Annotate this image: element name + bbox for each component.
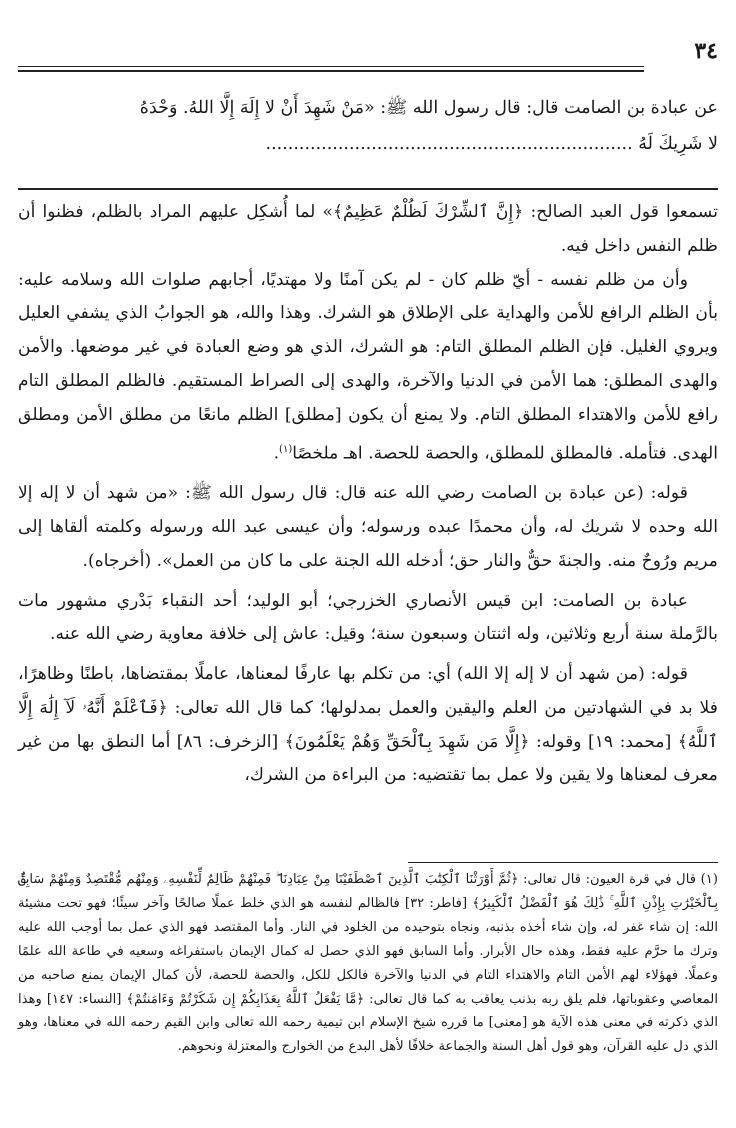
paragraph-4: عبادة بن الصامت: ابن قيس الأنصاري الخزرجي؛ أبو الوليد؛ أحد النقباء بَدْري مشهور مات بالرَّملة سنة أربع وثلاثين، وله اثنتان وسبعون سنة؛ وقيل: عاش إلى خلافة معاوية رضي الله عنه. (18, 590, 718, 645)
commentary-body (18, 196, 718, 793)
paragraph-2-text: وأن من ظلم نفسه - أيّ ظلم كان - لم يكن آمنًا ولا مهتديًا، أجابهم صلوات الله وسلامه عليه: بأن الظلم الرافع للأمن والهداية على الإطلاق هو الشرك. وهذا والله، هو الجوابُ الذي يشفي العليل ويروي الغليل. فإن الظلم المطلق التام: هو الشرك، الذي هو وضع العبادة في غير موضعها. والأمن والهدى المطلق: هما الأمن في الدنيا والآخرة، والهدى إلى الصراط المستقيم. فالظلم المطلق التام رافع للأمن والاهتداء المطلق التام. ولا يمنع أن يكون [مطلق] الظلم مانعًا من مطلق الأمن ومطلق الهدى. فتأمله. فالمطلق للمطلق، والحصة للحصة. اهـ ملخصًا (18, 269, 718, 464)
page-header (18, 36, 718, 76)
book-page (18, 0, 718, 1128)
footnote-text: (١) قال في قرة العيون: قال تعالى: ﴿ثُمَّ أَوْرَثْنَا ٱلْكِتَٰبَ ٱلَّذِينَ ٱصْطَفَيْنَا مِنْ عِبَادِنَا ۖ فَمِنْهُمْ ظَالِمٌ لِّنَفْسِهِۦ وَمِنْهُم مُّقْتَصِدٌ وَمِنْهُمْ سَابِقٌۢ بِٱلْخَيْرَٰتِ بِإِذْنِ ٱللَّهِ ۚ ذَٰلِكَ هُوَ ٱلْفَضْلُ ٱلْكَبِيرُ﴾ [فاطر: ٣٢] فالظالم لنفسه هو الذي خلط عملًا صالحًا وآخر سيئًا؛ فهو تحت مشيئة الله: إن شاء غفر له، وإن شاء أخذه بذنبه، ونجاه بتوحيده من الخلود في النار. وأما المقتصد فهو الذي عمل بما أوجب الله عليه وترك ما حرَّم عليه فقط، وهذه حال الأبرار. وأما السابق فهو الذي حصل له كمال الإيمان باستفراغه وسعيه في طاعة الله علمًا وعملًا. فهؤلاء لهم الأمن التام والاهتداء التام في الدنيا والآخرة فالكل للكل، والحصة للحصة، لأن كمال الإيمان يمنع صاحبه من المعاصي وعقوباتها، فلم يلق ربه بذنب يعاقب به كما قال تعالى: ﴿مَّا يَفْعَلُ ٱللَّهُ بِعَذَابِكُمْ إِن شَكَرْتُمْ وَءَامَنتُمْ﴾ [النساء: ١٤٧] وهذا الذي ذكرته في معنى هذه الآية هو [معنى] ما قرره شيخ الإسلام ابن تيمية رحمه الله تعالى وابن القيم رحمه الله في معناها، وهو الذي دل عليه القرآن، وهو قول أهل السنة والجماعة خلافًا لأهل البدع من الخوارج والمعتزلة ونحوهم. (18, 872, 718, 1055)
header-rule-thick (18, 70, 644, 72)
section-divider (18, 188, 718, 190)
paragraph-1: تسمعوا قول العبد الصالح: ﴿إِنَّ ٱلشِّرْكَ لَظُلْمٌ عَظِيمٌ﴾» لما أُشكِل عليهم المراد بالظلم، فظنوا أن ظلم النفس داخل فيه. (18, 202, 718, 256)
footnote-divider (408, 862, 718, 863)
paragraph-5: قوله: (من شهد أن لا إله إلا الله) أي: من تكلم بها عارفًا لمعناها، عاملًا بمقتضاها، باطنًا وظاهرًا، فلا بد في الشهادتين من العلم واليقين والعمل بمدلولها؛ كما قال الله تعالى: ﴿فَٱعْلَمْ أَنَّهُۥ لَآ إِلَٰهَ إِلَّا ٱللَّهُ﴾ [محمد: ١٩] وقوله: ﴿إِلَّا مَن شَهِدَ بِٱلْحَقِّ وَهُمْ يَعْلَمُونَ﴾ [الزخرف: ٨٦] أما النطق بها من غير معرف لمعناها ولا يقين ولا عمل بما تقتضيه: من البراءة من الشرك، (18, 664, 719, 786)
hadith-line-2: لا شَرِيكَ لَهُ .................................................................. (265, 134, 718, 154)
hadith-line-1: عن عبادة بن الصامت قال: قال رسول الله ﷺ: «مَنْ شَهِدَ أَنْ لا إِلَهَ إِلَّا اللهُ. وَحْدَهُ (139, 98, 718, 118)
page-number: ٣٤ (694, 38, 718, 64)
footnote (18, 868, 718, 1059)
footnote-ref[interactable]: (١) (279, 443, 293, 455)
paragraph-3: قوله: (عن عبادة بن الصامت رضي الله عنه قال: قال رسول الله ﷺ: «من شهد أن لا إله إلا الله وحده لا شريك له، وأن محمدًا عبده ورسوله؛ وأن عيسى عبد الله ورسوله وكلمته ألقاها إلى مريم ورُوحٌ منه. والجنةَ حقٌّ والنار حق؛ أدخله الله الجنة على ما كان من العمل». (أخرجاه). (18, 483, 718, 571)
header-rule-thin (18, 66, 644, 67)
paragraph-2 (18, 264, 718, 472)
hadith-text (18, 90, 718, 162)
paragraph-2-end: . (273, 443, 280, 464)
